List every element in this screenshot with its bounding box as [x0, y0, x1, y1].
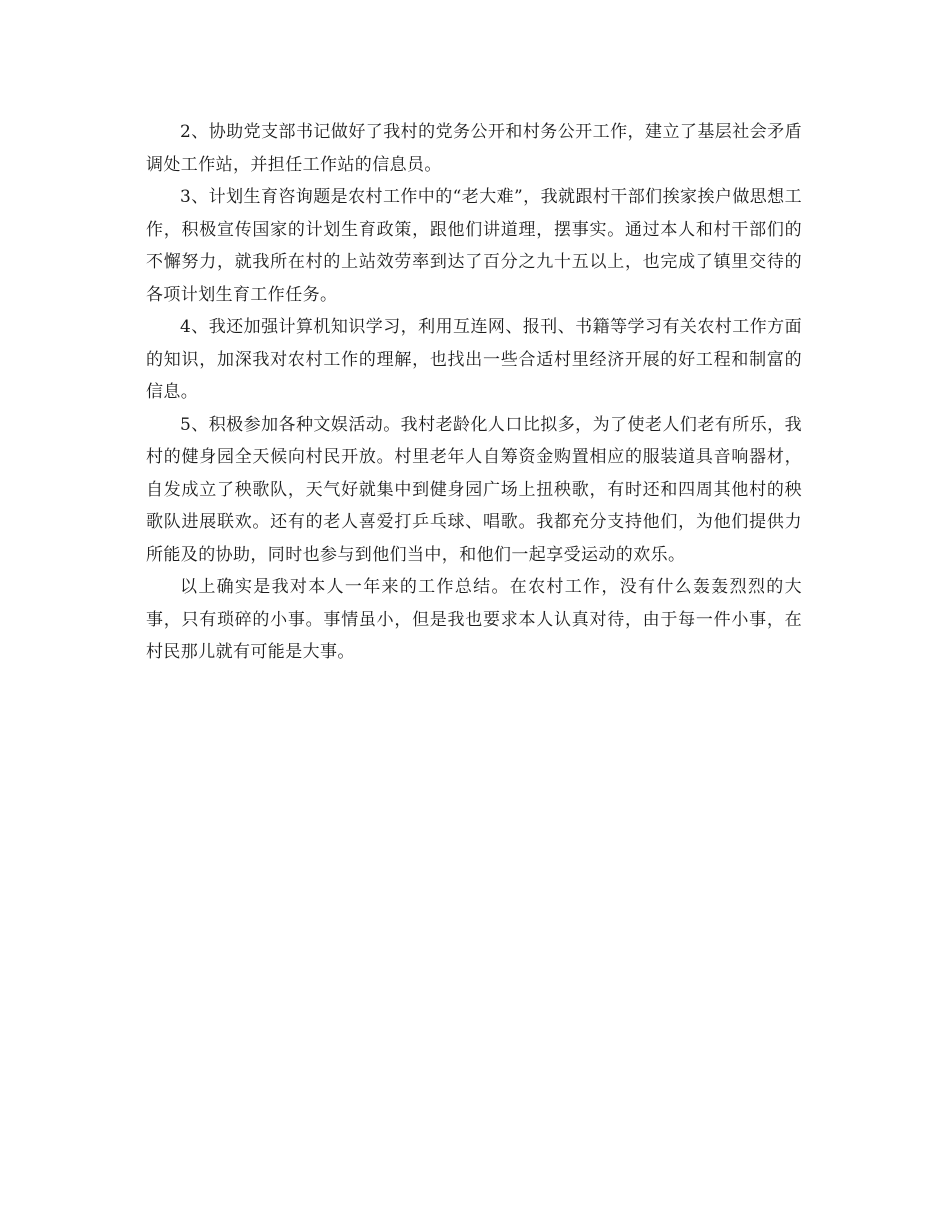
paragraph-item-5: 5、积极参加各种文娱活动。我村老龄化人口比拟多，为了使老人们老有所乐，我村的健身园全天候向村民开放。村里老年人自筹资金购置相应的服装道具音响器材，自发成立了秧歌队，天气好就集中到健身园广场上扭秧歌，有时还和四周其他村的秧歌队进展联欢。还有的老人喜爱打乒乓球、唱歌。我都充分支持他们，为他们提供力所能及的协助，同时也参与到他们当中，和他们一起享受运动的欢乐。 [146, 414, 802, 565]
paragraph-item-4: 4、我还加强计算机知识学习，利用互连网、报刊、书籍等学习有关农村工作方面的知识，加深我对农村工作的理解，也找出一些合适村里经济开展的好工程和制富的信息。 [146, 317, 802, 402]
paragraph-summary: 以上确实是我对本人一年来的工作总结。在农村工作，没有什么轰轰烈烈的大事，只有琐碎的小事。事情虽小，但是我也要求本人认真对待，由于每一件小事，在村民那儿就有可能是大事。 [146, 577, 802, 662]
paragraph-item-2: 2、协助党支部书记做好了我村的党务公开和村务公开工作，建立了基层社会矛盾调处工作站，并担任工作站的信息员。 [146, 122, 802, 175]
document-body [146, 116, 802, 669]
paragraph-item-3: 3、计划生育咨询题是农村工作中的“老大难”，我就跟村干部们挨家挨户做思想工作，积极宣传国家的计划生育政策，跟他们讲道理，摆事实。通过本人和村干部们的不懈努力，就我所在村的上站效劳率到达了百分之九十五以上，也完成了镇里交待的各项计划生育工作任务。 [146, 187, 802, 305]
